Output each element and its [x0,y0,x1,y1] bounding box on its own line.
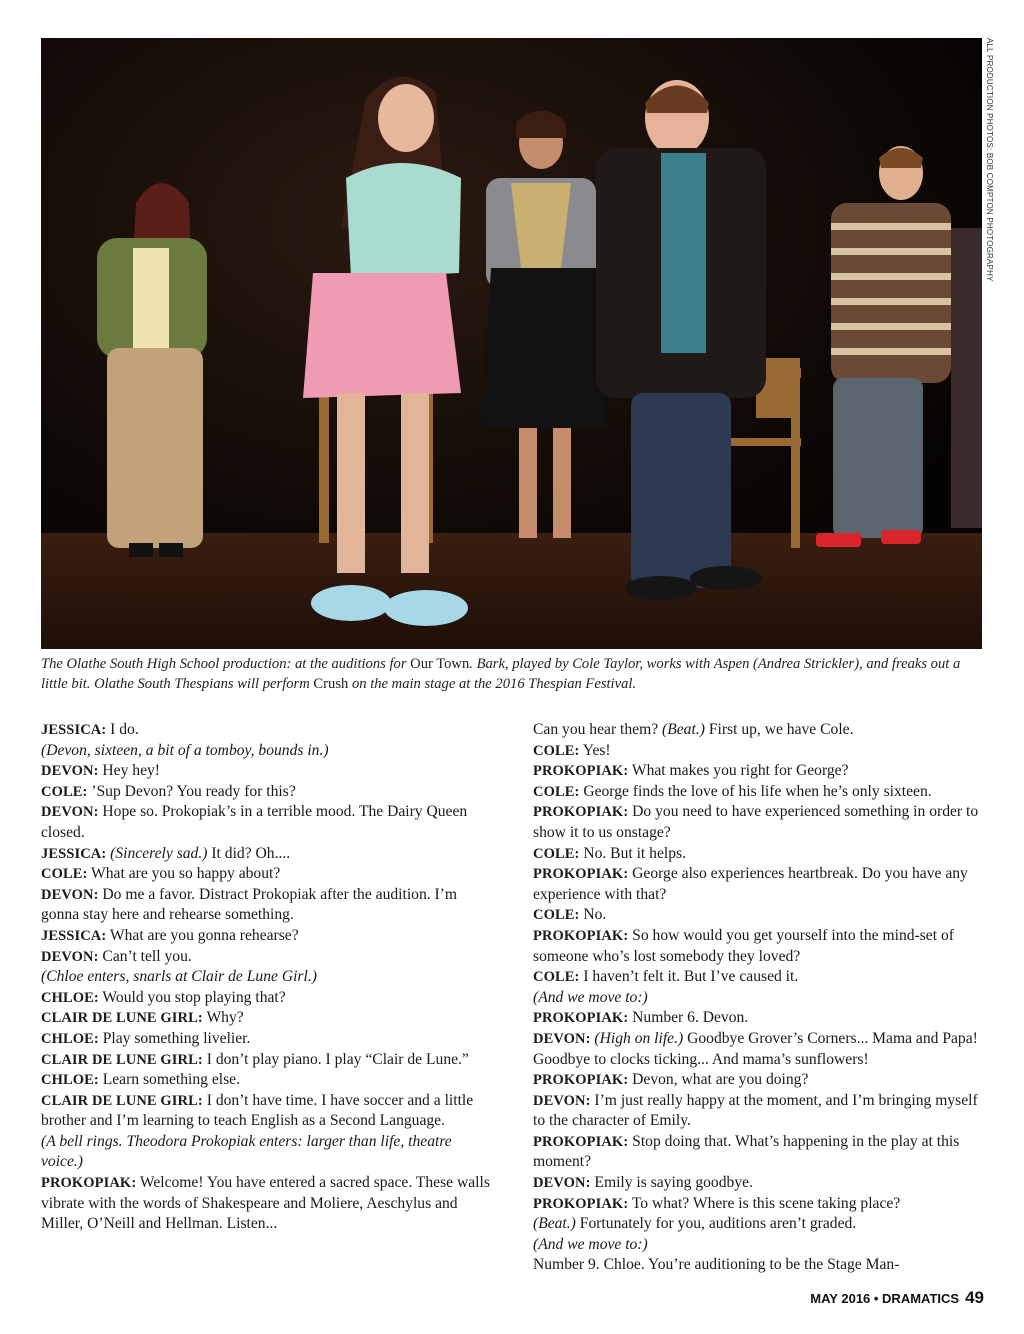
speaker-name: JESSICA: [41,927,107,944]
script-line [533,720,985,741]
script-line [41,1132,491,1173]
speaker-name: CLAIR DE LUNE GIRL: [41,1092,203,1109]
stage-photo [41,38,982,649]
script-line [41,1173,491,1235]
script-line [41,1029,491,1050]
script-line [41,885,491,926]
dialogue-text: Goodbye Grover’s Corners... Mama and Papa! Goodbye to clocks ticking... And mama’s sunflowers! [533,1029,978,1068]
dialogue-text: ’Sup Devon? You ready for this? [87,782,296,800]
dialogue-text: I’m just really happy at the moment, and I’m bringing myself to the character of Emily. [533,1091,978,1130]
speaker-name: PROKOPIAK: [41,1175,137,1192]
speaker-name: PROKOPIAK: [533,1195,629,1212]
speaker-name: DEVON: [41,948,99,965]
dialogue-text: Hey hey! [98,762,160,780]
dialogue-text: Play something livelier. [98,1029,251,1047]
speaker-name: PROKOPIAK: [533,763,629,780]
script-line [533,844,985,865]
script-line [41,761,491,782]
stage-direction: (And we move to:) [533,1235,648,1253]
dialogue-text: I don’t have time. I have soccer and a little brother and I’m learning to teach English as a Second Language. [41,1091,474,1130]
issue-label: MAY 2016 • DRAMATICS [810,1291,960,1306]
speaker-name: PROKOPIAK: [533,1072,629,1089]
caption-play-title: Crush [313,676,349,692]
script-line [533,967,985,988]
script-line [533,761,985,782]
dialogue-text: It did? Oh.... [207,844,291,862]
speaker-name: DEVON: [41,763,99,780]
script-line [41,967,491,988]
photo-credit: ALL PRODUCTION PHOTOS: BOB COMPTON PHOTOGRAPHY [985,38,994,282]
photo-caption: The Olathe South High School production: at the auditions for Our Town. Bark, played by Cole Taylor, works with Aspen (Andrea Strickler), and freaks out a little bit. Olathe South Thespians will perform Crush on the main stage at the 2016 Thespian Festival. [41,656,961,692]
dialogue-text: Devon, what are you doing? [628,1071,809,1089]
script-line [533,864,985,905]
dialogue-text: What are you gonna rehearse? [106,926,299,944]
script-line [41,720,491,741]
dialogue-text: First up, we have Cole. [704,721,854,738]
script-line [41,844,491,865]
script-line [533,1194,985,1215]
page-footer [810,1288,984,1308]
script-line [533,905,985,926]
script-line [533,1008,985,1029]
speaker-name: COLE: [41,866,88,883]
dialogue-text: Number 9. Chloe. You’re auditioning to be the Stage Man- [533,1256,900,1274]
stage-direction: (High on life.) [590,1029,684,1047]
script-line [533,782,985,803]
dialogue-text: Stop doing that. What’s happening in the play at this moment? [533,1132,960,1171]
speaker-name: PROKOPIAK: [533,866,629,883]
speaker-name: DEVON: [41,804,99,821]
speaker-name: PROKOPIAK: [533,804,629,821]
stage-direction: (Sincerely sad.) [106,844,208,862]
script-column-right [533,720,985,1276]
script-line [533,1214,985,1235]
speaker-name: PROKOPIAK: [533,1010,629,1027]
stage-direction: (Beat.) [533,1215,576,1233]
dialogue-text: Do me a favor. Distract Prokopiak after the audition. I’m gonna stay here and rehearse something. [41,885,458,924]
stage-direction: (Beat.) [662,721,705,738]
script-line [41,1070,491,1091]
dialogue-text: Number 6. Devon. [628,1009,749,1027]
dialogue-text: George finds the love of his life when he’s only sixteen. [579,782,932,800]
caption-play-title: Our Town [410,656,470,672]
stage-direction: (A bell rings. Theodora Prokopiak enters: larger than life, theatre voice.) [41,1132,452,1171]
script-line [533,741,985,762]
dialogue-text: Welcome! You have entered a sacred space. These walls vibrate with the words of Shakespeare and Moliere, Aeschylus and Miller, O’Neill and Hellman. Listen... [41,1174,490,1233]
dialogue-text: I haven’t felt it. But I’ve caused it. [579,968,799,986]
dialogue-text: Would you stop playing that? [98,988,286,1006]
script-line [41,1050,491,1071]
script-line [533,1173,985,1194]
speaker-name: DEVON: [533,1092,591,1109]
speaker-name: PROKOPIAK: [533,1133,629,1150]
dialogue-text: Can’t tell you. [98,947,192,965]
dialogue-text: Emily is saying goodbye. [590,1174,753,1192]
dialogue-text: No. [579,906,607,924]
script-line [41,926,491,947]
speaker-name: JESSICA: [41,845,107,862]
dialogue-text: Can you hear them? [533,721,663,738]
script-line [41,1008,491,1029]
script-line [533,802,985,843]
speaker-name: CHLOE: [41,1030,99,1047]
actor-left [97,183,207,557]
speaker-name: DEVON: [533,1030,591,1047]
dialogue-text: Fortunately for you, auditions aren’t graded. [575,1215,857,1233]
speaker-name: DEVON: [41,886,99,903]
dialogue-text: To what? Where is this scene taking place? [628,1194,901,1212]
script-line [41,988,491,1009]
speaker-name: CHLOE: [41,989,99,1006]
stage-direction: (Chloe enters, snarls at Clair de Lune Girl.) [41,968,317,986]
stage-direction: (And we move to:) [533,988,648,1006]
script-line [533,1235,985,1256]
speaker-name: PROKOPIAK: [533,927,629,944]
dialogue-text: Learn something else. [98,1071,240,1089]
script-column-left [41,720,491,1235]
page-number: 49 [965,1288,984,1307]
dialogue-text: Yes! [579,741,611,759]
script-line [41,782,491,803]
script-line [533,1091,985,1132]
script-line [533,1070,985,1091]
dialogue-text: I do. [106,721,139,738]
speaker-name: DEVON: [533,1175,591,1192]
dialogue-text: Why? [202,1009,244,1027]
script-line [41,741,491,762]
dialogue-text: I don’t play piano. I play “Clair de Lune.” [202,1050,469,1068]
stage-direction: (Devon, sixteen, a bit of a tomboy, bounds in.) [41,741,329,759]
dialogue-text: Hope so. Prokopiak’s in a terrible mood. The Dairy Queen closed. [41,803,468,841]
speaker-name: CHLOE: [41,1072,99,1089]
script-line [41,1091,491,1132]
script-line [533,1132,985,1173]
script-line [533,988,985,1009]
script-line [533,1255,985,1276]
dialogue-text: George also experiences heartbreak. Do you have any experience with that? [533,865,968,903]
dialogue-text: No. But it helps. [579,844,686,862]
speaker-name: COLE: [533,783,580,800]
script-line [41,864,491,885]
speaker-name: COLE: [533,742,580,759]
dialogue-text: So how would you get yourself into the mind-set of someone who’s lost somebody they loved? [533,926,954,965]
speaker-name: JESSICA: [41,722,107,738]
speaker-name: CLAIR DE LUNE GIRL: [41,1010,203,1027]
script-line [533,926,985,967]
speaker-name: COLE: [533,907,580,924]
dialogue-text: What makes you right for George? [628,762,849,780]
script-line [41,947,491,968]
speaker-name: COLE: [533,969,580,986]
script-line [41,802,491,843]
speaker-name: COLE: [41,783,88,800]
script-line [533,1029,985,1070]
speaker-name: CLAIR DE LUNE GIRL: [41,1051,203,1068]
dialogue-text: What are you so happy about? [87,865,281,883]
dialogue-text: Do you need to have experienced something in order to show it to us onstage? [533,803,979,841]
speaker-name: COLE: [533,845,580,862]
